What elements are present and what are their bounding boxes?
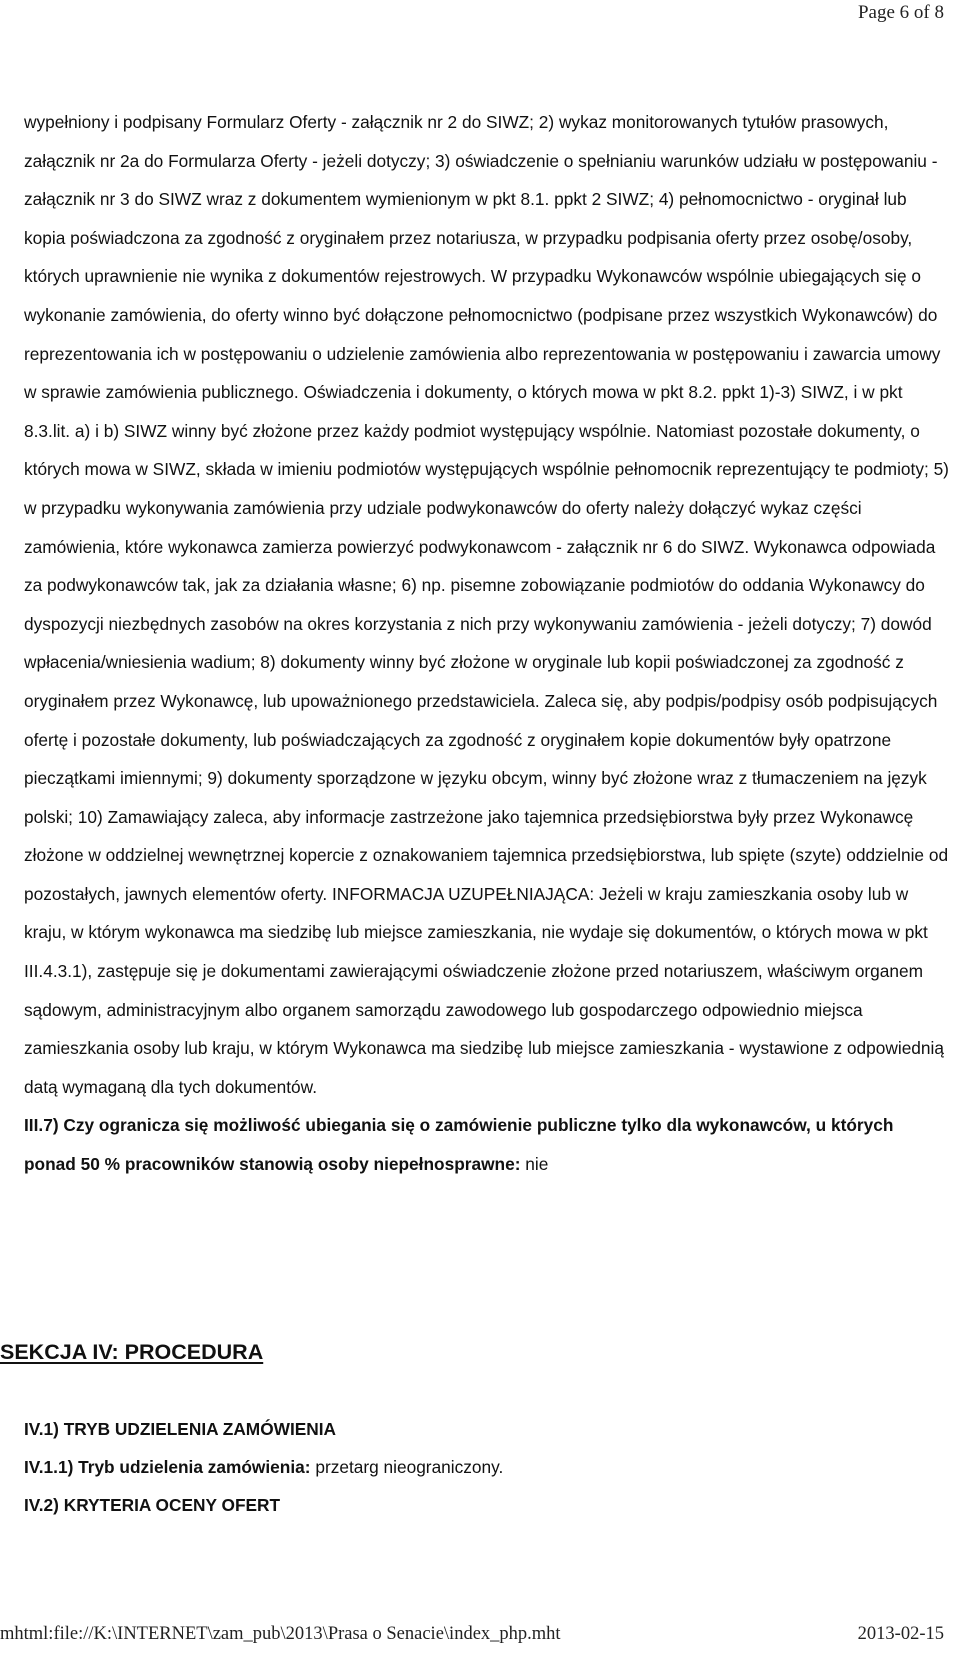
question-paragraph [24, 1106, 949, 1183]
body-paragraph: wypełniony i podpisany Formularz Oferty - załącznik nr 2 do SIWZ; 2) wykaz monitorowanych tytułów prasowych, załącznik nr 2a do Formularza Oferty - jeżeli dotyczy; 3) oświadczenie o spełnianiu warunków udziału w postępowaniu - załącznik nr 3 do SIWZ wraz z dokumentem wymienionym w pkt 8.1. ppkt 2 SIWZ; 4) pełnomocnictwo - oryginał lub kopia poświadczona za zgodność z oryginałem przez notariusza, w przypadku podpisania oferty przez osobę/osoby, których uprawnienie nie wynika z dokumentów rejestrowych. W przypadku Wykonawców wspólnie ubiegających się o wykonanie zamówienia, do oferty winno być dołączone pełnomocnictwo (podpisane przez wszystkich Wykonawców) do reprezentowania ich w postępowaniu o udzielenie zamówienia albo reprezentowania w postępowaniu i zawarcia umowy w sprawie zamówienia publicznego. Oświadczenia i dokumenty, o których mowa w pkt 8.2. ppkt 1)-3) SIWZ, i w pkt 8.3.lit. a) i b) SIWZ winny być złożone przez każdy podmiot występujący wspólnie. Natomiast pozostałe dokumenty, o których mowa w SIWZ, składa w imieniu podmiotów występujących wspólnie pełnomocnik reprezentujący te podmioty; 5) w przypadku wykonywania zamówienia przy udziale podwykonawców do oferty należy dołączyć wykaz części zamówienia, które wykonawca zamierza powierzyć podwykonawcom - załącznik nr 6 do SIWZ. Wykonawca odpowiada za podwykonawców tak, jak za działania własne; 6) np. pisemne zobowiązanie podmiotów do oddania Wykonawcy do dyspozycji niezbędnych zasobów na okres korzystania z nich przy wykonywaniu zamówienia - jeżeli dotyczy; 7) dowód wpłacenia/wniesienia wadium; 8) dokumenty winny być złożone w oryginale lub kopii poświadczonej za zgodność z oryginałem przez Wykonawcę, lub upoważnionego przedstawiciela. Zaleca się, aby podpis/podpisy osób podpisujących ofertę i pozostałe dokumenty, lub poświadczających za zgodność z oryginałem kopie dokumentów były opatrzone pieczątkami imiennymi; 9) dokumenty sporządzone w języku obcym, winny być złożone wraz z tłumaczeniem na język polski; 10) Zamawiający zaleca, aby informacje zastrzeżone jako tajemnica przedsiębiorstwa były przez Wykonawcę złożone w oddzielnej wewnętrznej kopercie z oznakowaniem tajemnica przedsiębiorstwa, lub spięte (szyte) oddzielnie od pozostałych, jawnych elementów oferty. INFORMACJA UZUPEŁNIAJĄCA: Jeżeli w kraju zamieszkania osoby lub w kraju, w którym wykonawca ma siedzibę lub miejsce zamieszkania, nie wydaje się dokumentów, o których mowa w pkt III.4.3.1), zastępuje się je dokumentami zawierającymi oświadczenie złożone przed notariuszem, właściwym organem sądowym, administracyjnym albo organem samorządu zawodowego lub gospodarczego odpowiednio miejsca zamieszkania osoby lub kraju, w którym Wykonawca ma siedzibę lub miejsce zamieszkania - wystawione z odpowiednią datą wymaganą dla tych dokumentów. [24, 112, 949, 1097]
section-item-kryteria-heading [24, 1486, 503, 1524]
section-heading: SEKCJA IV: PROCEDURA [0, 1340, 264, 1364]
page-number: Page 6 of 8 [857, 2, 944, 23]
footer-date: 2013-02-15 [857, 1624, 944, 1644]
section-item-tryb-heading [24, 1410, 503, 1448]
question-answer: nie [525, 1154, 549, 1175]
item-label: IV.2) KRYTERIA OCENY OFERT [24, 1495, 281, 1515]
section-item-tryb [24, 1448, 503, 1486]
item-value: przetarg nieograniczony. [315, 1457, 504, 1477]
question-label: III.7) Czy ogranicza się możliwość ubiegania się o zamówienie publiczne tylko dla wykonawców, u których ponad 50 % pracowników stanowią osoby niepełnosprawne: [24, 1115, 894, 1175]
item-label: IV.1.1) Tryb udzielenia zamówienia: [24, 1457, 311, 1477]
document-body [24, 103, 949, 1184]
footer-path: mhtml:file://K:\INTERNET\zam_pub\2013\Prasa o Senacie\index_php.mht [0, 1624, 561, 1644]
section-items [24, 1410, 503, 1524]
item-label: IV.1) TRYB UDZIELENIA ZAMÓWIENIA [24, 1419, 337, 1439]
